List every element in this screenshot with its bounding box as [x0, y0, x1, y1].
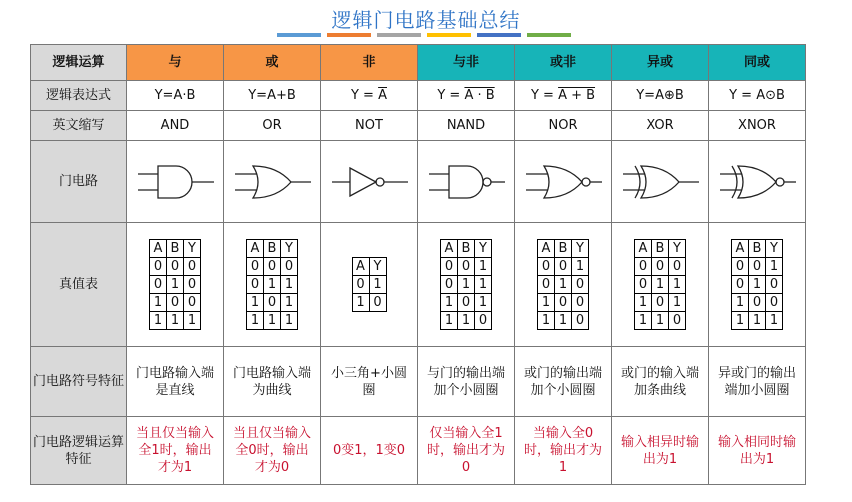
expression-body: A+B: [267, 88, 296, 103]
row-header-expression: 逻辑表达式: [31, 81, 127, 111]
nor-gate-symbol: [520, 154, 606, 210]
truth-value-cell: 1: [572, 258, 589, 276]
xnor-expression: [709, 81, 806, 111]
nor-logic-feature: 当输入全0时，输出才为1: [515, 417, 612, 485]
truth-value-cell: 0: [732, 258, 749, 276]
truth-value-cell: 1: [555, 276, 572, 294]
truth-value-cell: 0: [441, 258, 458, 276]
expression-prefix: Y=: [154, 88, 174, 103]
expression-body: A⊙B: [756, 88, 785, 103]
not-truth-table: [352, 257, 387, 312]
nand-header: 与非: [418, 45, 515, 81]
truth-value-cell: 1: [652, 312, 669, 330]
title-bar-2: [377, 33, 421, 37]
row-header-truth-table: 真值表: [31, 223, 127, 347]
truth-value-cell: 0: [247, 258, 264, 276]
truth-value-cell: 0: [572, 276, 589, 294]
or-body: [253, 166, 291, 198]
nand-logic-feature: 仅当输入全1时，输出才为0: [418, 417, 515, 485]
truth-header-cell: B: [652, 240, 669, 258]
truth-value-cell: 1: [281, 312, 298, 330]
truth-header-cell: A: [247, 240, 264, 258]
truth-row: [732, 240, 783, 258]
truth-header-cell: Y: [572, 240, 589, 258]
and-symbol-feature: 门电路输入端是直线: [127, 347, 224, 417]
title-bar-1: [327, 33, 371, 37]
title-bar-0: [277, 33, 321, 37]
truth-value-cell: 0: [572, 294, 589, 312]
or-logic-feature: 当且仅当输入全0时，输出才为0: [224, 417, 321, 485]
truth-header-cell: Y: [184, 240, 201, 258]
nor-gate-cell: [515, 141, 612, 223]
or-body: [738, 166, 776, 198]
nor-truth-table: [537, 239, 589, 330]
expression-prefix: Y=: [636, 88, 656, 103]
truth-value-cell: 0: [184, 276, 201, 294]
truth-value-cell: 0: [635, 258, 652, 276]
truth-row: [352, 276, 386, 294]
truth-value-cell: 1: [264, 312, 281, 330]
or-truth-cell: [224, 223, 321, 347]
output-bubble: [776, 178, 784, 186]
truth-header-cell: A: [732, 240, 749, 258]
truth-value-cell: 1: [264, 276, 281, 294]
truth-value-cell: 0: [475, 312, 492, 330]
truth-row: [538, 258, 589, 276]
and-body: [158, 166, 192, 198]
xor-symbol-feature: 或门的输入端加条曲线: [612, 347, 709, 417]
truth-value-cell: 0: [669, 258, 686, 276]
xor-gate-cell: [612, 141, 709, 223]
truth-value-cell: 1: [352, 294, 369, 312]
truth-value-cell: 0: [150, 258, 167, 276]
and-header: 与: [127, 45, 224, 81]
or-gate-symbol: [229, 154, 315, 210]
truth-header-cell: Y: [369, 258, 386, 276]
expression-body: A·B: [173, 88, 196, 103]
not-logic-feature: 0变1，1变0: [321, 417, 418, 485]
xnor-symbol-feature: 异或门的输出端加小圆圈: [709, 347, 806, 417]
and-truth-table: [149, 239, 201, 330]
xor-logic-feature: 输入相异时输出为1: [612, 417, 709, 485]
and-truth-cell: [127, 223, 224, 347]
xnor-truth-table: [731, 239, 783, 330]
truth-row: [538, 294, 589, 312]
or-symbol-feature: 门电路输入端为曲线: [224, 347, 321, 417]
and-gate-symbol: [132, 154, 218, 210]
truth-value-cell: 0: [766, 294, 783, 312]
or-body: [544, 166, 582, 198]
xnor-header: 同或: [709, 45, 806, 81]
or-body: [641, 166, 679, 198]
expression-prefix: Y=: [248, 88, 268, 103]
xnor-logic-feature: 输入相同时输出为1: [709, 417, 806, 485]
not-abbreviation: NOT: [321, 111, 418, 141]
row-header-abbreviation: 英文缩写: [31, 111, 127, 141]
truth-row: [635, 312, 686, 330]
row-logic-operation: [31, 45, 806, 81]
or-abbreviation: OR: [224, 111, 321, 141]
truth-value-cell: 1: [749, 312, 766, 330]
truth-row: [441, 258, 492, 276]
truth-row: [538, 240, 589, 258]
truth-row: [247, 240, 298, 258]
not-truth-cell: [321, 223, 418, 347]
truth-value-cell: 1: [441, 312, 458, 330]
row-logic-feature: [31, 417, 806, 485]
xor-truth-table: [634, 239, 686, 330]
truth-value-cell: 0: [184, 294, 201, 312]
truth-value-cell: 1: [167, 312, 184, 330]
expression-body: A⊕B: [655, 88, 684, 103]
truth-row: [441, 294, 492, 312]
truth-row: [732, 312, 783, 330]
truth-value-cell: 0: [352, 276, 369, 294]
or-gate-cell: [224, 141, 321, 223]
truth-value-cell: 1: [652, 276, 669, 294]
not-gate-symbol: [326, 154, 412, 210]
nand-gate-cell: [418, 141, 515, 223]
xnor-truth-cell: [709, 223, 806, 347]
truth-row: [150, 240, 201, 258]
truth-row: [247, 294, 298, 312]
truth-value-cell: 1: [184, 312, 201, 330]
truth-value-cell: 1: [669, 276, 686, 294]
truth-row: [247, 276, 298, 294]
row-header-gate: 门电路: [31, 141, 127, 223]
xor-gate-symbol: [617, 154, 703, 210]
xnor-abbreviation: XNOR: [709, 111, 806, 141]
not-header: 非: [321, 45, 418, 81]
truth-row: [538, 312, 589, 330]
output-bubble: [582, 178, 590, 186]
truth-value-cell: 1: [732, 312, 749, 330]
truth-value-cell: 1: [281, 294, 298, 312]
not-symbol-feature: 小三角+小圆圈: [321, 347, 418, 417]
truth-value-cell: 0: [264, 258, 281, 276]
truth-header-cell: Y: [281, 240, 298, 258]
nand-truth-table: [440, 239, 492, 330]
xor-expression: [612, 81, 709, 111]
truth-value-cell: 0: [732, 276, 749, 294]
output-bubble: [483, 178, 491, 186]
expression-prefix: Y =: [350, 88, 379, 103]
truth-row: [352, 294, 386, 312]
expression-prefix: Y =: [530, 88, 559, 103]
title-decoration-bars: [277, 33, 571, 37]
truth-value-cell: 0: [441, 276, 458, 294]
or-truth-table: [246, 239, 298, 330]
truth-row: [150, 258, 201, 276]
truth-value-cell: 0: [184, 258, 201, 276]
truth-row: [635, 294, 686, 312]
truth-row: [635, 240, 686, 258]
truth-value-cell: 0: [538, 276, 555, 294]
and-gate-cell: [127, 141, 224, 223]
row-header-operation: 逻辑运算: [31, 45, 127, 81]
expression-prefix: Y =: [437, 88, 465, 103]
truth-value-cell: 1: [150, 312, 167, 330]
truth-row: [732, 276, 783, 294]
truth-value-cell: 0: [572, 312, 589, 330]
truth-header-cell: B: [555, 240, 572, 258]
truth-value-cell: 0: [167, 294, 184, 312]
row-header-logic-feature: 门电路逻辑运算特征: [31, 417, 127, 485]
truth-value-cell: 1: [749, 276, 766, 294]
truth-row: [247, 312, 298, 330]
truth-value-cell: 0: [766, 276, 783, 294]
truth-value-cell: 1: [538, 294, 555, 312]
row-expression: [31, 81, 806, 111]
nor-abbreviation: NOR: [515, 111, 612, 141]
nor-header: 或非: [515, 45, 612, 81]
truth-row: [441, 312, 492, 330]
and-logic-feature: 当且仅当输入全1时，输出才为1: [127, 417, 224, 485]
truth-header-cell: A: [150, 240, 167, 258]
truth-header-cell: Y: [475, 240, 492, 258]
and-abbreviation: AND: [127, 111, 224, 141]
expression-body: A · B: [464, 88, 495, 103]
truth-value-cell: 0: [150, 276, 167, 294]
title-bar-5: [527, 33, 571, 37]
truth-value-cell: 0: [652, 294, 669, 312]
xor-header: 异或: [612, 45, 709, 81]
truth-row: [247, 258, 298, 276]
xor-truth-cell: [612, 223, 709, 347]
nand-expression: [418, 81, 515, 111]
truth-row: [635, 276, 686, 294]
truth-header-cell: Y: [766, 240, 783, 258]
and-body: [449, 166, 483, 198]
truth-value-cell: 1: [766, 258, 783, 276]
truth-header-cell: A: [538, 240, 555, 258]
truth-value-cell: 1: [167, 276, 184, 294]
nand-truth-cell: [418, 223, 515, 347]
truth-value-cell: 1: [475, 276, 492, 294]
truth-row: [732, 258, 783, 276]
truth-header-cell: A: [441, 240, 458, 258]
truth-header-cell: A: [352, 258, 369, 276]
truth-row: [352, 258, 386, 276]
truth-row: [635, 258, 686, 276]
not-gate-cell: [321, 141, 418, 223]
truth-value-cell: 0: [555, 294, 572, 312]
truth-header-cell: A: [635, 240, 652, 258]
truth-row: [150, 312, 201, 330]
truth-value-cell: 0: [635, 276, 652, 294]
page-title: 逻辑门电路基础总结: [331, 8, 521, 32]
xor-abbreviation: XOR: [612, 111, 709, 141]
truth-row: [441, 276, 492, 294]
truth-header-cell: Y: [669, 240, 686, 258]
nor-truth-cell: [515, 223, 612, 347]
expression-body: A + B: [558, 88, 596, 103]
logic-gate-summary-table: [30, 44, 806, 485]
truth-value-cell: 0: [369, 294, 386, 312]
truth-value-cell: 0: [247, 276, 264, 294]
truth-value-cell: 0: [264, 294, 281, 312]
truth-value-cell: 1: [635, 312, 652, 330]
and-expression: [127, 81, 224, 111]
xnor-gate-cell: [709, 141, 806, 223]
truth-row: [150, 276, 201, 294]
nand-symbol-feature: 与门的输出端加个小圆圈: [418, 347, 515, 417]
expression-body: $\overline{A}$: [378, 88, 387, 103]
not-expression: [321, 81, 418, 111]
truth-value-cell: 1: [766, 312, 783, 330]
nor-symbol-feature: 或门的输出端加个小圆圈: [515, 347, 612, 417]
truth-value-cell: 1: [369, 276, 386, 294]
truth-value-cell: 0: [652, 258, 669, 276]
truth-value-cell: 1: [732, 294, 749, 312]
nand-abbreviation: NAND: [418, 111, 515, 141]
truth-value-cell: 1: [635, 294, 652, 312]
truth-row: [441, 240, 492, 258]
truth-header-cell: B: [167, 240, 184, 258]
or-expression: [224, 81, 321, 111]
truth-value-cell: 1: [475, 294, 492, 312]
row-gate-symbol: [31, 141, 806, 223]
title-bar-4: [477, 33, 521, 37]
truth-header-cell: B: [458, 240, 475, 258]
truth-value-cell: 1: [441, 294, 458, 312]
truth-row: [732, 294, 783, 312]
row-abbreviation: [31, 111, 806, 141]
nand-gate-symbol: [423, 154, 509, 210]
truth-value-cell: 0: [669, 312, 686, 330]
truth-value-cell: 1: [150, 294, 167, 312]
truth-value-cell: 1: [475, 258, 492, 276]
xnor-gate-symbol: [714, 154, 800, 210]
truth-value-cell: 1: [281, 276, 298, 294]
truth-value-cell: 0: [281, 258, 298, 276]
truth-value-cell: 1: [247, 312, 264, 330]
row-symbol-feature: [31, 347, 806, 417]
truth-value-cell: 0: [555, 258, 572, 276]
truth-value-cell: 0: [538, 258, 555, 276]
truth-row: [150, 294, 201, 312]
truth-value-cell: 1: [555, 312, 572, 330]
nor-expression: [515, 81, 612, 111]
truth-value-cell: 0: [749, 294, 766, 312]
truth-value-cell: 1: [669, 294, 686, 312]
or-header: 或: [224, 45, 321, 81]
xor-extra-curve: [635, 166, 640, 198]
row-truth-table: [31, 223, 806, 347]
not-triangle: [350, 168, 376, 196]
truth-value-cell: 0: [167, 258, 184, 276]
expression-prefix: Y =: [729, 88, 757, 103]
truth-header-cell: B: [264, 240, 281, 258]
title-bar-3: [427, 33, 471, 37]
truth-value-cell: 0: [749, 258, 766, 276]
truth-row: [538, 276, 589, 294]
truth-header-cell: B: [749, 240, 766, 258]
truth-value-cell: 1: [458, 276, 475, 294]
xor-extra-curve: [732, 166, 737, 198]
truth-value-cell: 1: [247, 294, 264, 312]
truth-value-cell: 0: [458, 294, 475, 312]
truth-value-cell: 1: [458, 312, 475, 330]
truth-value-cell: 0: [458, 258, 475, 276]
truth-value-cell: 1: [538, 312, 555, 330]
row-header-symbol-feature: 门电路符号特征: [31, 347, 127, 417]
